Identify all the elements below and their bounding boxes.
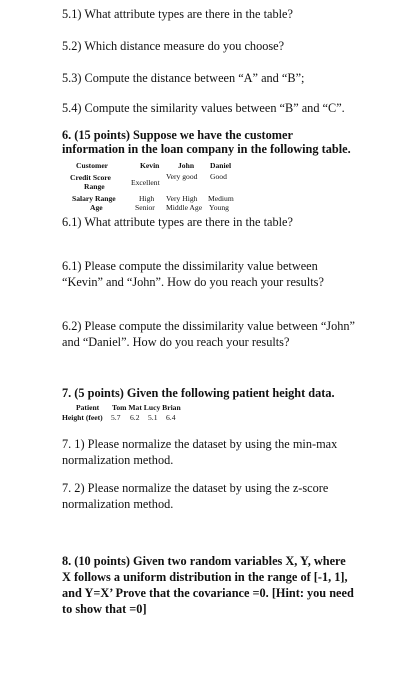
salary-kevin: High [139,194,155,203]
table-header-john: John [178,161,195,170]
salary-john: Very High [166,194,198,203]
question-5-4: 5.4) Compute the similarity values between “B” and “C”. [62,101,345,115]
question-6-1: 6.1) What attribute types are there in the table? [62,215,293,229]
height-mat: 6.2 [130,413,140,422]
patient-label: Patient [76,403,100,412]
row-label-age: Age [90,203,103,212]
credit-john: Very good [166,172,198,181]
question-6-1b-line1: 6.1) Please compute the dissimilarity value between [62,259,318,273]
credit-kevin: Excellent [131,178,160,187]
table-header-customer: Customer [76,161,109,170]
height-tom: 5.7 [111,413,121,422]
table-header-kevin: Kevin [140,161,160,170]
question-7-1-line2: normalization method. [62,453,174,467]
height-label: Height (feet) [62,413,103,422]
height-brian: 6.4 [166,413,176,422]
question-5-1: 5.1) What attribute types are there in the table? [62,7,293,21]
credit-daniel: Good [210,172,227,181]
question-5-2: 5.2) Which distance measure do you choose? [62,39,285,53]
question-8-line3: and Y=X’ Prove that the covariance =0. [Hint: you need [62,586,354,600]
question-6-title-line1: 6. (15 points) Suppose we have the customer [62,128,293,142]
question-5-3: 5.3) Compute the distance between “A” and “B”; [62,71,305,85]
question-8-line2: X follows a uniform distribution in the range of [-1, 1], [62,570,348,584]
question-6-2-line1: 6.2) Please compute the dissimilarity value between “John” [62,319,355,333]
question-7-2-line1: 7. 2) Please normalize the dataset by using the z-score [62,481,329,495]
patient-names: Tom Mat Lucy Brian [112,403,181,412]
height-lucy: 5.1 [148,413,158,422]
question-7-2-line2: normalization method. [62,497,174,511]
table-header-daniel: Daniel [210,161,232,170]
question-7-title: 7. (5 points) Given the following patient height data. [62,386,335,400]
row-label-salary-range: Salary Range [72,194,116,203]
question-6-title-line2: information in the loan company in the following table. [62,142,351,156]
age-kevin: Senior [135,203,155,212]
question-6-1b-line2: “Kevin” and “John”. How do you reach your results? [62,275,324,289]
question-8-line1: 8. (10 points) Given two random variables X, Y, where [62,554,346,568]
question-6-2-line2: and “Daniel”. How do you reach your results? [62,335,290,349]
row-label-credit-score: Credit Score [70,173,111,182]
question-7-1-line1: 7. 1) Please normalize the dataset by using the min-max [62,437,338,451]
age-john: Middle Age [166,203,203,212]
salary-daniel: Medium [208,194,234,203]
question-8-line4: to show that =0] [62,602,147,616]
row-label-range: Range [84,182,105,191]
age-daniel: Young [209,203,229,212]
